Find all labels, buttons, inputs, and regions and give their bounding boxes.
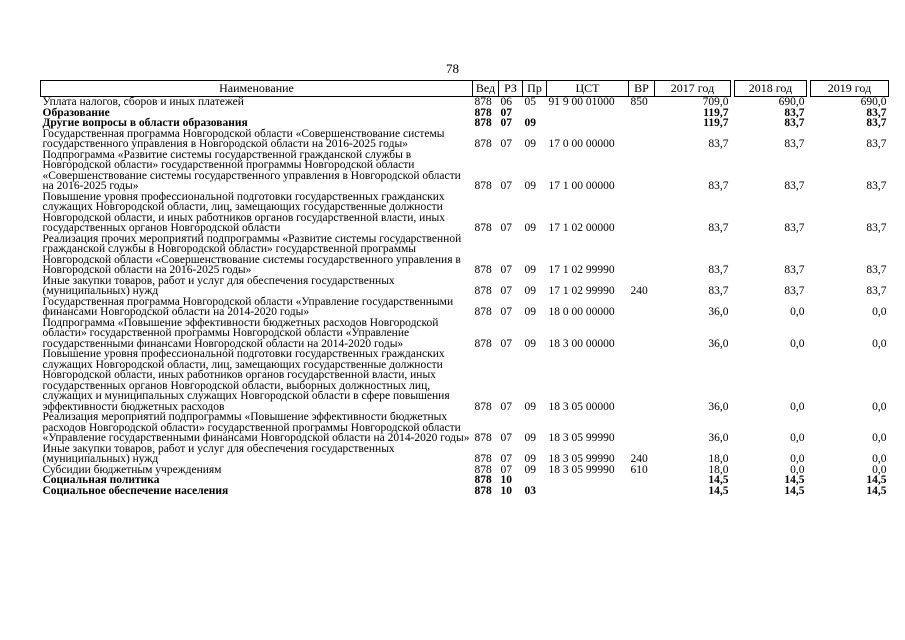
row-ved: 878 — [474, 180, 492, 192]
row-cst: 91 9 00 01000 — [548, 96, 615, 108]
row-2018: 83,7 — [784, 264, 805, 276]
row-2018: 14,5 — [784, 484, 805, 497]
row-rz: 07 — [500, 285, 512, 297]
row-name: Реализация мероприятий подпрограммы «Повышение эффективности бюджетных расходов Новгородской области» государственной программы Новгородской области «Управление государственными финансами Новгородской области на 2014-2020 годы» — [42, 411, 470, 444]
row-cst: 17 1 02 99990 — [548, 285, 615, 297]
row-2018: 0,0 — [790, 463, 805, 476]
table-row — [41, 486, 889, 497]
row-cst — [547, 118, 629, 129]
row-name: Повышение уровня профессиональной подготовки государственных гражданских служащих Новгородской области, лиц, замещающих государственные должности Новгородской области, иных работников органов государственной власти, иных государственных органов Новгородской области, выборных должностных лиц, служащих и муниципальных служащих Новгородской области в сфере повышения эффективности бюджетных расходов — [42, 348, 450, 413]
row-vr — [629, 412, 655, 444]
row-rz: 07 — [500, 463, 512, 476]
row-name: Реализация прочих мероприятий подпрограммы «Развитие системы государственной гражданской службы в Новгородской области» государственной программы Новгородской области «Совершенствование системы государственного управления в Новгородской области на 2016-2025 годы» — [42, 232, 462, 276]
row-name: Субсидии бюджетным учреждениям — [42, 463, 222, 476]
row-2018: 83,7 — [784, 285, 805, 297]
row-name: Другие вопросы в области образования — [42, 117, 248, 129]
row-2017: 83,7 — [708, 222, 729, 234]
row-vr — [629, 129, 655, 150]
row-pr: 09 — [524, 180, 536, 192]
row-2019: 83,7 — [866, 222, 887, 234]
row-ved: 878 — [474, 463, 492, 476]
row-2017: 36,0 — [708, 306, 729, 318]
row-rz: 07 — [500, 453, 512, 465]
row-rz: 06 — [500, 96, 512, 108]
header-cst: ЦСТ — [547, 81, 629, 97]
header-2017: 2017 год — [655, 81, 731, 97]
row-ved: 878 — [474, 264, 492, 276]
row-cst — [547, 486, 629, 497]
row-name: Повышение уровня профессиональной подготовки государственных гражданских служащих Новгородской области, лиц, замещающих государственные должности Новгородской области, и иных работников органов государственной власти, иных государственных органов Новгородской области — [42, 190, 445, 234]
row-2019: 14,5 — [866, 474, 887, 486]
row-cst: 18 3 05 99990 — [548, 463, 615, 476]
table-row — [41, 444, 889, 465]
row-name: Иные закупки товаров, работ и услуг для обеспечения государственных (муниципальных) нужд — [42, 274, 395, 297]
row-ved: 878 — [474, 474, 492, 486]
row-2019: 0,0 — [872, 463, 887, 476]
row-rz: 10 — [500, 474, 512, 486]
row-vr — [629, 234, 655, 276]
header-2019: 2019 год — [811, 81, 889, 97]
row-vr — [629, 318, 655, 350]
row-pr — [523, 475, 547, 486]
row-2017: 14,5 — [708, 484, 729, 497]
row-name: Государственная программа Новгородской области «Управление государственными финансами Новгородской области на 2014-2020 годы» — [42, 295, 454, 318]
header-name: Наименование — [41, 81, 473, 97]
table-row — [41, 297, 889, 318]
table-body — [41, 97, 889, 497]
row-ved: 878 — [474, 306, 492, 318]
row-rz: 10 — [500, 484, 512, 497]
row-pr: 09 — [524, 264, 536, 276]
header-pr: Пр — [523, 81, 547, 97]
table-row — [41, 412, 889, 444]
row-pr: 09 — [524, 400, 536, 413]
page-number: 78 — [446, 61, 459, 76]
row-ved: 878 — [474, 337, 492, 350]
row-cst: 17 1 02 00000 — [548, 222, 615, 234]
row-ved: 878 — [474, 117, 492, 129]
row-pr: 09 — [524, 453, 536, 465]
row-2017: 36,0 — [708, 400, 729, 413]
row-rz: 07 — [500, 337, 512, 350]
row-2018: 0,0 — [790, 337, 805, 350]
row-2019: 0,0 — [872, 432, 887, 444]
row-pr: 09 — [524, 432, 536, 444]
row-2018: 0,0 — [790, 306, 805, 318]
row-pr: 05 — [524, 96, 536, 108]
row-2018: 83,7 — [784, 180, 805, 192]
row-vr — [629, 475, 655, 486]
row-2019: 83,7 — [866, 106, 887, 119]
row-cst: 18 3 05 99990 — [548, 432, 615, 444]
row-pr: 09 — [524, 285, 536, 297]
row-pr: 09 — [524, 222, 536, 234]
row-name: Подпрограмма «Развитие системы государственной гражданской службы в Новгородской области» государственной программы Новгородской области «Совершенствование системы государственного управления в Новгородской области на 2016-2025 годы» — [42, 148, 461, 192]
row-rz: 07 — [500, 306, 512, 318]
row-2017: 119,7 — [703, 106, 729, 119]
row-2019: 83,7 — [866, 180, 887, 192]
row-2018: 83,7 — [784, 117, 805, 129]
row-2019: 83,7 — [866, 138, 887, 150]
row-2017: 83,7 — [708, 285, 729, 297]
table-row — [41, 465, 889, 476]
row-2017: 709,0 — [702, 96, 729, 108]
row-ved: 878 — [474, 96, 492, 108]
row-rz: 07 — [500, 106, 512, 119]
row-pr: 09 — [524, 463, 536, 476]
table-row — [41, 150, 889, 192]
row-cst: 18 3 05 99990 — [548, 453, 615, 465]
row-2017: 18,0 — [708, 463, 729, 476]
row-ved: 878 — [474, 138, 492, 150]
row-2017: 119,7 — [703, 117, 729, 129]
row-ved: 878 — [474, 453, 492, 465]
row-name: Социальная политика — [42, 474, 160, 486]
row-2017: 18,0 — [708, 453, 729, 465]
row-cst: 17 0 00 00000 — [548, 138, 615, 150]
row-2019: 0,0 — [872, 400, 887, 413]
header-vr: ВР — [629, 81, 655, 97]
row-2018: 83,7 — [784, 222, 805, 234]
row-pr: 03 — [524, 484, 536, 497]
row-name: Подпрограмма «Повышение эффективности бюджетных расходов Новгородской области» государственной программы Новгородской области «Управление государственными финансами Новгородской области на 2014-2020 годы» — [42, 316, 439, 350]
row-vr: 240 — [630, 285, 648, 297]
row-cst: 17 1 02 99990 — [548, 264, 615, 276]
row-2018: 690,0 — [778, 96, 805, 108]
row-ved: 878 — [474, 285, 492, 297]
row-ved: 878 — [474, 106, 492, 119]
row-rz: 07 — [500, 264, 512, 276]
row-vr: 850 — [630, 96, 648, 108]
row-vr: 240 — [630, 453, 648, 465]
row-vr — [629, 486, 655, 497]
row-vr: 610 — [630, 463, 648, 476]
row-vr — [629, 108, 655, 119]
row-cst — [547, 475, 629, 486]
row-2019: 0,0 — [872, 453, 887, 465]
row-ved: 878 — [474, 222, 492, 234]
table-row — [41, 475, 889, 486]
row-rz: 07 — [500, 400, 512, 413]
table-header — [41, 81, 889, 97]
row-rz: 07 — [500, 222, 512, 234]
row-2019: 83,7 — [866, 285, 887, 297]
row-cst — [547, 108, 629, 119]
row-name: Социальное обеспечение населения — [42, 484, 229, 497]
row-cst: 18 3 00 00000 — [548, 337, 615, 350]
row-cst: 18 0 00 00000 — [548, 306, 615, 318]
row-2019: 14,5 — [866, 484, 887, 497]
table-row — [41, 276, 889, 297]
row-pr: 09 — [524, 117, 536, 129]
row-2019: 0,0 — [872, 306, 887, 318]
table-row — [41, 97, 889, 108]
row-cst: 17 1 00 00000 — [548, 180, 615, 192]
table-row — [41, 234, 889, 276]
row-2017: 14,5 — [708, 474, 729, 486]
row-name: Государственная программа Новгородской области «Совершенствование системы государственного управления в Новгородской области на 2016-2025 годы» — [42, 127, 445, 150]
row-2017: 36,0 — [708, 432, 729, 444]
row-rz: 07 — [500, 138, 512, 150]
row-ved: 878 — [474, 432, 492, 444]
table-row — [41, 192, 889, 234]
row-name: Иные закупки товаров, работ и услуг для обеспечения государственных (муниципальных) нужд — [42, 442, 395, 465]
row-cst: 18 3 05 00000 — [548, 400, 615, 413]
table-row — [41, 318, 889, 350]
row-2017: 83,7 — [708, 138, 729, 150]
row-pr: 09 — [524, 306, 536, 318]
row-rz: 07 — [500, 180, 512, 192]
row-2018: 83,7 — [784, 138, 805, 150]
row-vr — [629, 118, 655, 129]
row-rz: 07 — [500, 117, 512, 129]
row-name: Уплата налогов, сборов и иных платежей — [42, 96, 244, 108]
row-ved: 878 — [474, 400, 492, 413]
header-ved: Вед — [473, 81, 499, 97]
row-2017: 36,0 — [708, 337, 729, 350]
row-2019: 690,0 — [860, 96, 887, 108]
budget-table — [40, 80, 889, 496]
row-2017: 83,7 — [708, 180, 729, 192]
row-rz: 07 — [500, 432, 512, 444]
row-2019: 83,7 — [866, 117, 887, 129]
table-row — [41, 129, 889, 150]
table-row — [41, 118, 889, 129]
row-vr — [629, 297, 655, 318]
row-ved: 878 — [474, 484, 492, 497]
row-2018: 0,0 — [790, 432, 805, 444]
row-2019: 83,7 — [866, 264, 887, 276]
row-vr — [629, 192, 655, 234]
row-2018: 0,0 — [790, 400, 805, 413]
header-rz: РЗ — [499, 81, 523, 97]
row-pr: 09 — [524, 138, 536, 150]
row-2017: 83,7 — [708, 264, 729, 276]
row-2018: 0,0 — [790, 453, 805, 465]
row-vr — [629, 349, 655, 412]
table-row — [41, 349, 889, 412]
row-vr — [629, 150, 655, 192]
row-2019: 0,0 — [872, 337, 887, 350]
row-name: Образование — [42, 106, 110, 119]
row-2018: 14,5 — [784, 474, 805, 486]
header-2018: 2018 год — [735, 81, 807, 97]
row-2018: 83,7 — [784, 106, 805, 119]
row-pr: 09 — [524, 337, 536, 350]
